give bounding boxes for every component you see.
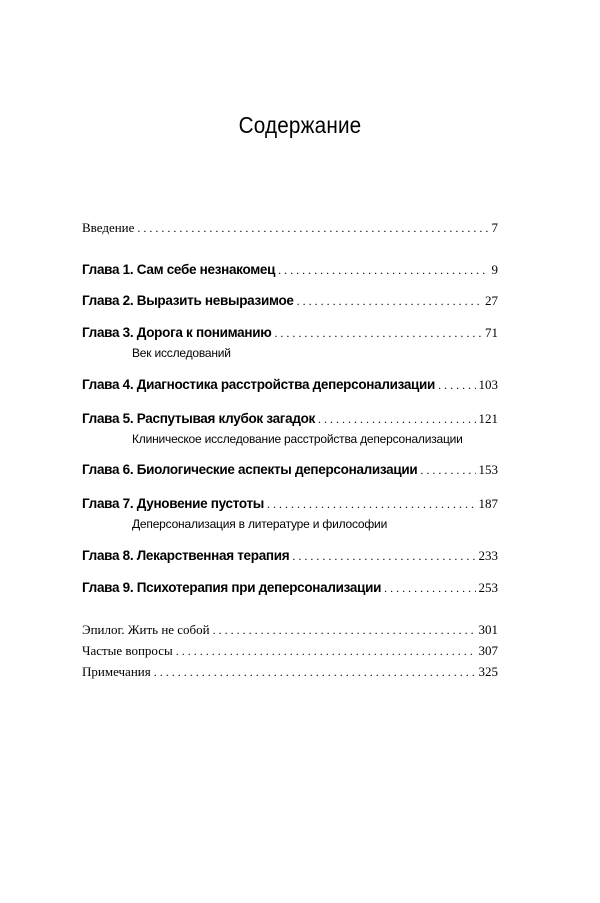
toc-entry-chapter-6[interactable] [82, 462, 498, 478]
toc-entry-page: 9 [491, 262, 498, 277]
dot-leader [274, 326, 482, 341]
toc-entry-chapter-1[interactable] [82, 262, 498, 278]
dot-leader [318, 412, 476, 427]
toc-entry-notes[interactable] [82, 664, 498, 680]
toc-entry-subtitle: Клиническое исследование расстройства деперсонализации [132, 432, 463, 446]
toc-entry-chapter-2[interactable] [82, 293, 498, 309]
toc-entry-label: Глава 6. Биологические аспекты деперсонализации [82, 462, 418, 477]
toc-entry-subtitle: Деперсонализация в литературе и философии [132, 517, 388, 531]
toc-entry-page: 307 [478, 643, 498, 658]
toc-entry-chapter-7[interactable] [82, 496, 498, 512]
dot-leader [154, 665, 476, 680]
dot-leader [278, 263, 488, 278]
toc-entry-label: Глава 1. Сам себе незнакомец [82, 262, 276, 277]
toc-entry-page: 121 [478, 411, 498, 426]
page-title: Содержание [238, 112, 362, 138]
toc-entry-label: Глава 3. Дорога к пониманию [82, 325, 272, 340]
dot-leader [384, 581, 475, 596]
toc-entry-page: 103 [478, 377, 498, 392]
toc-entry-chapter-9[interactable] [82, 580, 498, 596]
toc-entry-label: Примечания [82, 664, 151, 679]
dot-leader [137, 221, 488, 236]
toc-entry-chapter-8[interactable] [82, 548, 498, 564]
toc-entry-label: Глава 8. Лекарственная терапия [82, 548, 290, 563]
dot-leader [297, 294, 482, 309]
dot-leader [213, 623, 476, 638]
dot-leader [176, 644, 476, 659]
dot-leader [420, 463, 475, 478]
toc-entry-label: Глава 4. Диагностика расстройства деперсонализации [82, 377, 436, 392]
toc-entry-label: Введение [82, 220, 135, 235]
toc-entry-label: Глава 2. Выразить невыразимое [82, 293, 294, 308]
toc-entry-chapter-4[interactable] [82, 377, 498, 393]
dot-leader [292, 549, 475, 564]
toc-entry-label: Глава 7. Дуновение пустоты [82, 496, 265, 511]
toc-entry-label: Глава 5. Распутывая клубок загадок [82, 411, 315, 426]
dot-leader [438, 378, 475, 393]
toc-entry-page: 233 [478, 548, 498, 563]
toc-entry-chapter-3[interactable] [82, 325, 498, 341]
toc-entry-page: 253 [478, 580, 498, 595]
toc-entry-epilogue[interactable] [82, 622, 498, 638]
toc-entry-chapter-5[interactable] [82, 411, 498, 427]
toc-entry-page: 153 [478, 462, 498, 477]
toc-entry-page: 7 [491, 220, 498, 235]
toc-entry-label: Частые вопросы [82, 643, 173, 658]
toc-entry-label: Глава 9. Психотерапия при деперсонализации [82, 580, 382, 595]
toc-entry-page: 325 [478, 664, 498, 679]
toc-entry-label: Эпилог. Жить не собой [82, 622, 210, 637]
toc-entry-page: 301 [478, 622, 498, 637]
toc-entry-page: 27 [485, 293, 498, 308]
dot-leader [267, 497, 475, 512]
toc-entry-subtitle: Век исследований [132, 346, 231, 360]
toc-entry-faq[interactable] [82, 643, 498, 659]
toc-entry-page: 71 [485, 325, 498, 340]
toc-entry-introduction[interactable] [82, 220, 498, 236]
toc-entry-page: 187 [478, 496, 498, 511]
